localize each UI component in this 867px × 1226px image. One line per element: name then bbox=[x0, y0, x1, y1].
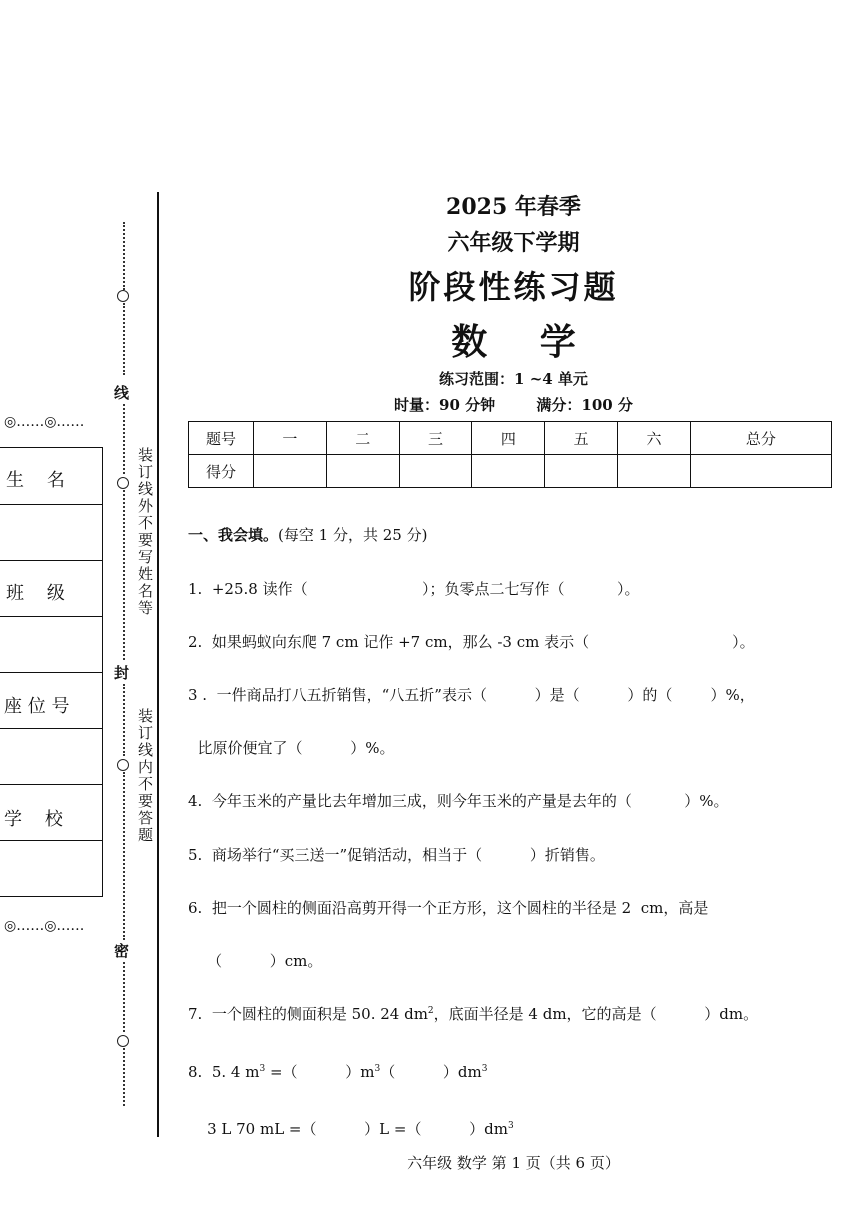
binding-label-secret: 密 bbox=[114, 942, 130, 960]
question-4: 4. 今年玉米的产量比去年增加三成，则今年玉米的产量是去年的（ ）%。 bbox=[188, 792, 729, 810]
binding-dotted-line bbox=[123, 490, 125, 660]
exam-time-score bbox=[160, 394, 867, 415]
score-table bbox=[188, 421, 832, 488]
page-footer: 六年级 数学 第 1 页（共 6 页） bbox=[407, 1154, 620, 1172]
info-label-name: 生 名 bbox=[6, 470, 65, 491]
superscript: 3 bbox=[481, 1064, 488, 1074]
info-field-seat[interactable] bbox=[0, 730, 100, 782]
exam-subject: 数 学 bbox=[451, 321, 576, 363]
binding-label-seal: 封 bbox=[114, 664, 130, 682]
exam-title: 阶段性练习题 bbox=[408, 268, 619, 306]
score-header-cell: 三 bbox=[399, 422, 472, 455]
question-7-part-a: 7. 一个圆柱的侧面积是 50. 24 dm bbox=[188, 1005, 428, 1023]
score-cell[interactable] bbox=[254, 455, 327, 488]
binding-dotted-line bbox=[123, 222, 125, 290]
score-cell[interactable] bbox=[618, 455, 691, 488]
score-table-score-row bbox=[189, 455, 832, 488]
binding-dots-top: ◎……◎…… bbox=[4, 414, 85, 430]
binding-dotted-line bbox=[123, 962, 125, 1032]
binding-dotted-line bbox=[123, 772, 125, 940]
info-divider bbox=[0, 504, 102, 505]
binding-solid-line bbox=[157, 192, 159, 1137]
score-cell[interactable] bbox=[399, 455, 472, 488]
score-header-cell: 一 bbox=[254, 422, 327, 455]
question-6-cont: （ ）cm。 bbox=[188, 952, 323, 970]
binding-circle bbox=[117, 477, 129, 489]
score-table-header-row bbox=[189, 422, 832, 455]
score-cell[interactable] bbox=[690, 455, 831, 488]
exam-range: 练习范围：1 ~4 单元 bbox=[439, 370, 588, 388]
info-field-class[interactable] bbox=[0, 618, 100, 670]
question-7 bbox=[188, 1003, 758, 1024]
info-divider bbox=[0, 616, 102, 617]
info-divider bbox=[0, 784, 102, 785]
binding-note-top: 装订线外不要写姓名等 bbox=[136, 447, 154, 617]
exam-grade: 六年级下学期 bbox=[447, 230, 580, 256]
section-heading bbox=[188, 524, 427, 545]
binding-dotted-line bbox=[123, 684, 125, 756]
binding-dotted-line bbox=[123, 303, 125, 375]
info-divider bbox=[0, 840, 102, 841]
section-note: (每空 1 分，共 25 分) bbox=[278, 526, 428, 544]
superscript: 2 bbox=[427, 1006, 434, 1016]
binding-circle bbox=[117, 1035, 129, 1047]
info-label-school: 学 校 bbox=[4, 809, 63, 830]
binding-circle bbox=[117, 759, 129, 771]
question-2: 2. 如果蚂蚁向东爬 7 cm 记作 +7 cm，那么 -3 cm 表示（ ）。 bbox=[188, 633, 755, 651]
info-divider bbox=[0, 560, 102, 561]
score-cell[interactable] bbox=[545, 455, 618, 488]
superscript: 3 bbox=[507, 1121, 514, 1131]
binding-dots-bottom: ◎……◎…… bbox=[4, 918, 85, 934]
question-1: 1. +25.8 读作（ ）；负零点二七写作（ ）。 bbox=[188, 580, 640, 598]
superscript: 3 bbox=[259, 1064, 266, 1074]
binding-dotted-line bbox=[123, 404, 125, 474]
exam-year: 2025 年春季 bbox=[446, 194, 581, 220]
score-header-cell: 四 bbox=[472, 422, 545, 455]
exam-time: 时量：90 分钟 bbox=[394, 396, 496, 414]
info-divider bbox=[0, 672, 102, 673]
score-cell[interactable] bbox=[326, 455, 399, 488]
question-7-part-b: ，底面半径是 4 dm，它的高是（ ）dm。 bbox=[433, 1005, 759, 1023]
section-title: 一、我会填。 bbox=[188, 526, 279, 544]
info-divider bbox=[0, 728, 102, 729]
question-8-part-d: 3 L 70 mL =（ ）L =（ ）dm bbox=[188, 1120, 508, 1138]
question-8-part-b: =（ ）m bbox=[265, 1063, 375, 1081]
question-8-cont bbox=[188, 1118, 514, 1139]
question-8 bbox=[188, 1061, 487, 1082]
exam-full-score: 满分：100 分 bbox=[536, 396, 633, 414]
question-8-part-c: （ ）dm bbox=[380, 1063, 482, 1081]
score-header-cell: 五 bbox=[545, 422, 618, 455]
score-header-cell: 题号 bbox=[189, 422, 254, 455]
binding-label-line: 线 bbox=[114, 384, 130, 402]
info-label-class: 班 级 bbox=[6, 583, 65, 604]
question-5: 5. 商场举行“买三送一”促销活动，相当于（ ）折销售。 bbox=[188, 846, 605, 864]
info-field-school[interactable] bbox=[0, 842, 100, 894]
info-label-seat: 座 位 号 bbox=[4, 696, 70, 717]
binding-dotted-line bbox=[123, 1048, 125, 1106]
binding-note-bottom: 装订线内不要答题 bbox=[136, 708, 154, 844]
question-6: 6. 把一个圆柱的侧面沿高剪开得一个正方形，这个圆柱的半径是 2 cm，高是 bbox=[188, 899, 709, 917]
score-row-label: 得分 bbox=[189, 455, 254, 488]
score-cell[interactable] bbox=[472, 455, 545, 488]
superscript: 3 bbox=[374, 1064, 381, 1074]
question-3: 3 . 一件商品打八五折销售，“八五折”表示（ ）是（ ）的（ ）%， bbox=[188, 686, 755, 704]
question-8-part-a: 8. 5. 4 m bbox=[188, 1063, 260, 1081]
binding-circle bbox=[117, 290, 129, 302]
score-header-cell: 六 bbox=[618, 422, 691, 455]
score-header-cell: 总分 bbox=[690, 422, 831, 455]
score-header-cell: 二 bbox=[326, 422, 399, 455]
info-field-name[interactable] bbox=[0, 506, 100, 558]
question-3-cont: 比原价便宜了（ ）%。 bbox=[188, 739, 395, 757]
